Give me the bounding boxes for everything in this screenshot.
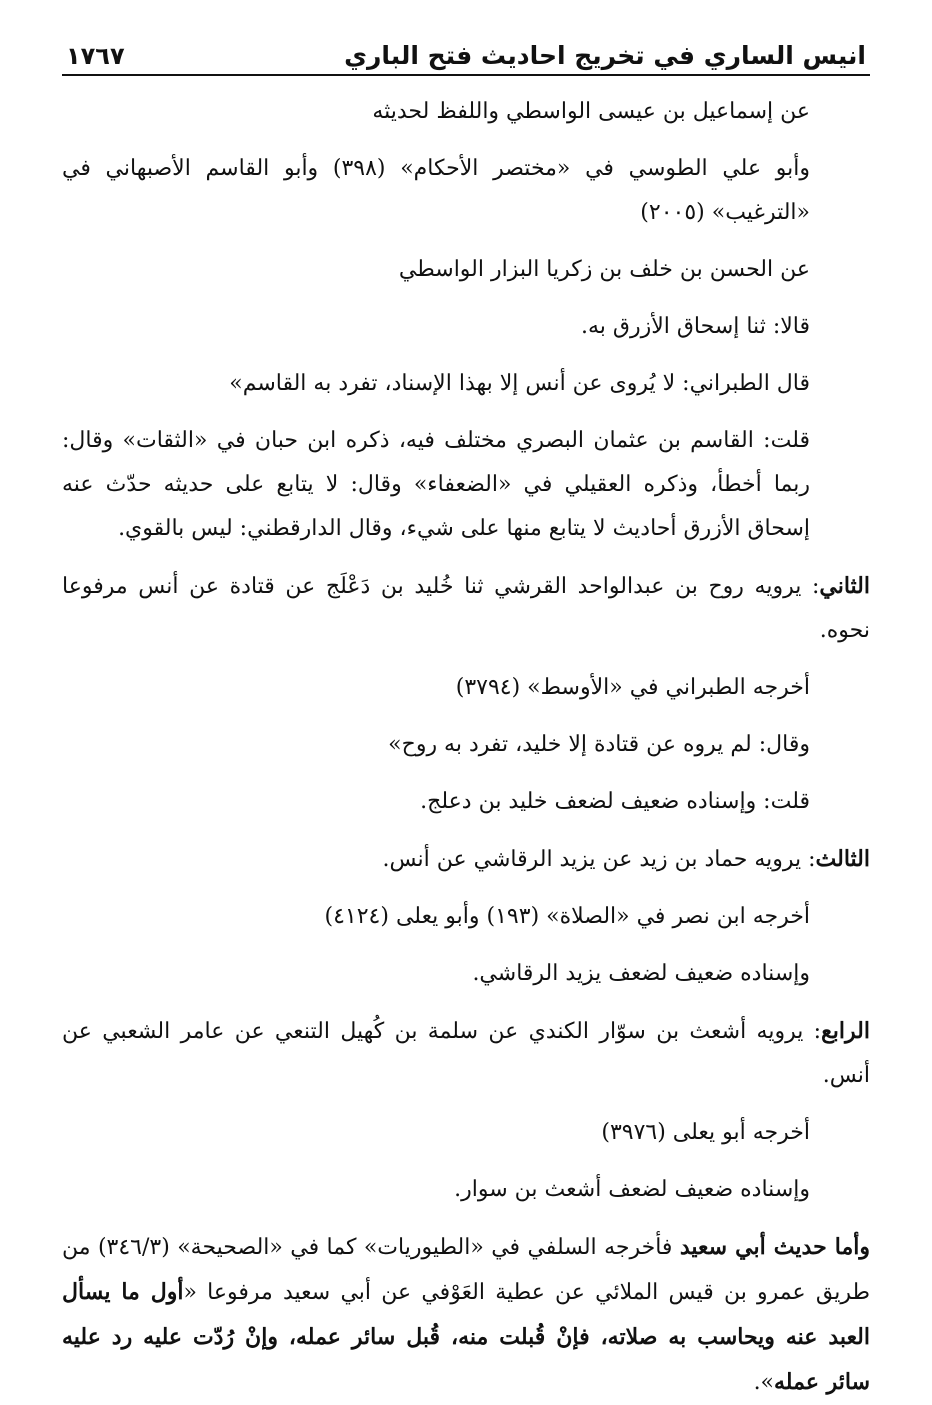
page-number: ١٧٦٧ (66, 42, 125, 70)
book-title: انيس الساري في تخريج احاديث فتح الباري (344, 41, 866, 70)
paragraph: وأبو علي الطوسي في «مختصر الأحكام» (٣٩٨) وأبو القاسم الأصبهاني في «الترغيب» (٢٠٠٥) (62, 156, 811, 225)
paragraph: أخرجه الطبراني في «الأوسط» (٣٧٩٤) (455, 675, 810, 700)
paragraph: قلت: القاسم بن عثمان البصري مختلف فيه، ذكره ابن حبان في «الثقات» وقال: ربما أخطأ، وذكره العقيلي في «الضعفاء» وقال: لا يتابع على حديثه حدّث عنه إسحاق الأزرق أحاديث لا يتابع منها على شيء، وقال الدارقطني: ليس بالقوي. (62, 428, 810, 541)
paragraph: عن إسماعيل بن عيسى الواسطي واللفظ لحديثه (372, 99, 810, 124)
hadith-text: أول ما يسأل العبد عنه ويحاسب به صلاته، فإنْ قُبلت منه، قُبل سائر عمله، وإنْ رُدّت عليه رد عليه سائر عمله (62, 1279, 870, 1395)
page-body (62, 90, 870, 1405)
paragraph: قال الطبراني: لا يُروى عن أنس إلا بهذا الإسناد، تفرد به القاسم» (229, 371, 810, 396)
paragraph-abu-said: وأما حديث أبي سعيد فأخرجه السلفي في «الطيوريات» كما في «الصحيحة» (٣٤٦/٣) من طريق عمرو بن قيس الملائي عن عطية العَوْفي عن أبي سعيد مرفوعا «أول ما يسأل العبد عنه ويحاسب به صلاته، فإنْ قُبلت منه، قُبل سائر عمله، وإنْ رُدّت عليه رد عليه سائر عمله». (62, 1234, 870, 1395)
paragraph: أخرجه أبو يعلى (٣٩٧٦) (601, 1120, 810, 1145)
lead-term: الثاني (819, 573, 870, 599)
paragraph: قالا: ثنا إسحاق الأزرق به. (580, 314, 810, 339)
lead-term: الثالث (815, 846, 870, 872)
paragraph-heading-fourth: الرابع: يرويه أشعث بن سوّار الكندي عن سلمة بن كُهيل التنعي عن عامر الشعبي عن أنس. (62, 1018, 870, 1088)
paragraph: وقال: لم يروه عن قتادة إلا خليد، تفرد به روح» (388, 732, 810, 757)
paragraph: وإسناده ضعيف لضعف يزيد الرقاشي. (472, 961, 810, 986)
paragraph: قلت: وإسناده ضعيف لضعف خليد بن دعلج. (420, 789, 810, 814)
paragraph-heading-third: الثالث: يرويه حماد بن زيد عن يزيد الرقاشي عن أنس. (382, 846, 870, 872)
paragraph: وإسناده ضعيف لضعف أشعث بن سوار. (454, 1177, 810, 1202)
running-header (62, 30, 870, 76)
paragraph: أخرجه ابن نصر في «الصلاة» (١٩٣) وأبو يعلى (٤١٢٤) (324, 904, 810, 929)
paragraph-heading-second: الثاني: يرويه روح بن عبدالواحد القرشي ثنا خُليد بن دَعْلَج عن قتادة عن أنس مرفوعا نحوه. (62, 573, 870, 643)
lead-term: وأما حديث أبي سعيد (679, 1234, 870, 1260)
lead-term: الرابع (821, 1018, 870, 1044)
paragraph: عن الحسن بن خلف بن زكريا البزار الواسطي (398, 257, 810, 282)
